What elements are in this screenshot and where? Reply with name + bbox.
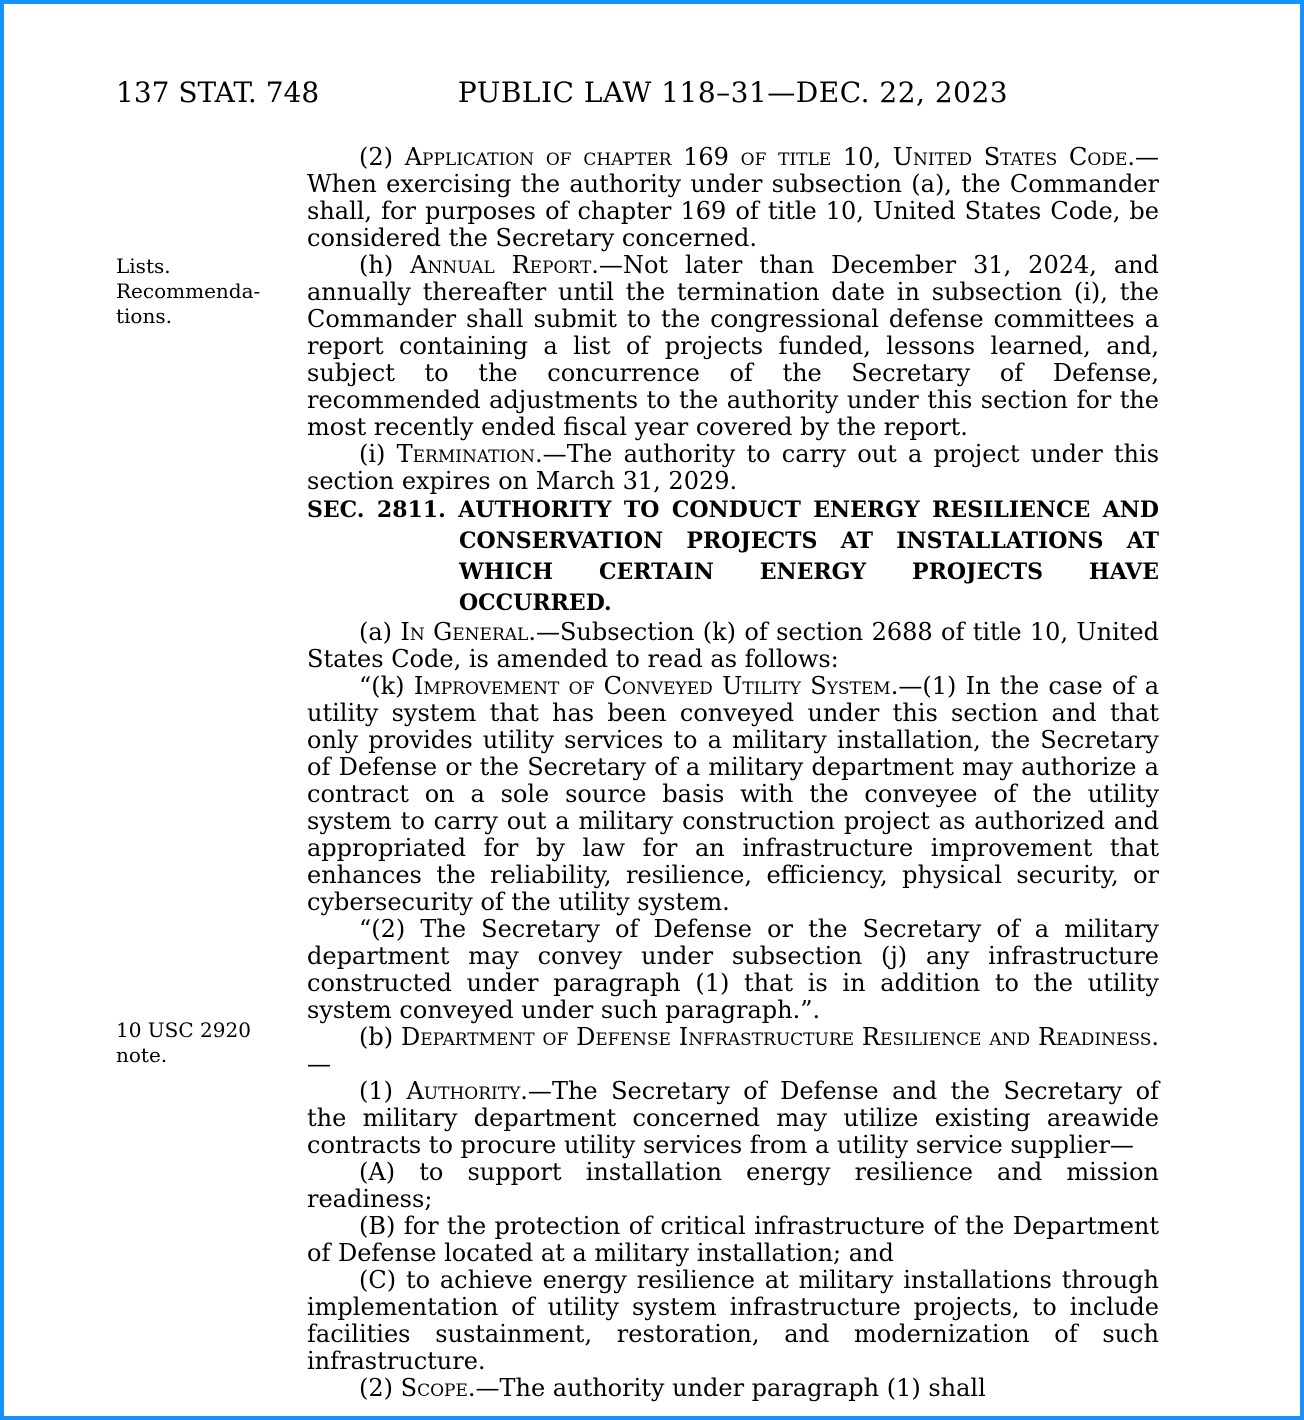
margin-note-usc-citation xyxy=(116,1018,306,1068)
margin-note-line: note. xyxy=(116,1043,168,1067)
paragraph-number: (1) xyxy=(359,1077,407,1105)
margin-note-line: Recommenda- xyxy=(116,279,261,303)
paragraph-text: Not later than December 31, 2024, and annually thereafter until the termination date in subsection (i), the Commander shall submit to the congressional defense committees a report containing a list of projects funded, lessons learned, and, subject to the concurrence of the Secretary of Defense, recommended adjustments to the authority under this section for the most recently ended fiscal year covered by the report. xyxy=(307,251,1159,441)
paragraph-number: “(2) xyxy=(359,915,421,943)
paragraph-i-termination xyxy=(307,441,1159,495)
paragraph-catchline: Improvement of Conveyed Utility System.— xyxy=(413,672,923,700)
paragraph-text: The Secretary of Defense and the Secretary of the military department concerned may utilize existing areawide contracts to procure utility services from a utility service supplier— xyxy=(307,1077,1159,1159)
paragraph-catchline: Termination.— xyxy=(396,440,567,468)
stat-page-number: 137 STAT. 748 xyxy=(116,76,320,109)
paragraph-catchline: Annual Report.— xyxy=(410,251,623,279)
paragraph-b1-authority xyxy=(307,1078,1159,1159)
paragraph-number: (2) xyxy=(359,143,405,171)
paragraph-number: (2) xyxy=(359,1374,401,1402)
paragraph-text: When exercising the authority under subsection (a), the Commander shall, for purposes of chapter 169 of title 10, United States Code, be considered the Secretary concerned. xyxy=(307,170,1159,252)
paragraph-text: for the protection of critical infrastructure of the Department of Defense located at a military installation; and xyxy=(307,1212,1160,1267)
paragraph-catchline: Scope.— xyxy=(400,1374,500,1402)
paragraph-text: The authority to carry out a project under this section expires on March 31, 2029. xyxy=(307,440,1160,495)
paragraph-number: (A) xyxy=(359,1158,420,1186)
paragraph-text: The Secretary of Defense or the Secretary of a military department may convey under subsection (j) any infrastructure constructed under paragraph (1) that is in addition to the utility system conveyed under such paragraph.”. xyxy=(307,915,1159,1024)
margin-note-line: 10 USC 2920 xyxy=(116,1018,251,1042)
paragraph-number: (C) xyxy=(359,1266,406,1294)
section-heading-sec-2811: SEC. 2811. AUTHORITY TO CONDUCT ENERGY RESILIENCE AND CONSERVATION PROJECTS AT INSTALLATIONS AT WHICH CERTAIN ENERGY PROJECTS HAVE OCCURRED. xyxy=(307,497,1159,616)
paragraph-number: “(k) xyxy=(359,672,414,700)
subparagraph-A xyxy=(307,1159,1159,1213)
paragraph-a-in-general xyxy=(307,619,1159,673)
paragraph-k-improvement xyxy=(307,673,1159,916)
subparagraph-C xyxy=(307,1267,1159,1375)
paragraph-catchline: Authority.— xyxy=(406,1077,552,1105)
subparagraph-B xyxy=(307,1213,1159,1267)
margin-note-line: Lists. xyxy=(116,254,171,278)
paragraph-number: (h) xyxy=(359,251,411,279)
paragraph-text: (1) In the case of a utility system that has been conveyed under this section and that only provides utility services to a military installation, the Secretary of Defense or the Secretary of a military department may authorize a contract on a sole source basis with the conveyee of the utility system to carry out a military construction project as authorized and appropriated for by law for an infrastructure improvement that enhances the reliability, resilience, efficiency, physical security, or cybersecurity of the utility system. xyxy=(307,672,1160,916)
paragraph-catchline: Application of chapter 169 of title 10, United States Code.— xyxy=(404,143,1160,171)
public-law-header: PUBLIC LAW 118–31—DEC. 22, 2023 xyxy=(457,76,1009,109)
paragraph-number: (b) xyxy=(359,1023,401,1051)
paragraph-h-annual-report xyxy=(307,252,1159,441)
paragraph-number: (B) xyxy=(359,1212,404,1240)
paragraph-text: to achieve energy resilience at military installations through implementation of utility system infrastructure projects, to include facilities sustainment, restoration, and modernization of such infrastructure. xyxy=(307,1266,1159,1375)
paragraph-catchline: Department of Defense Infrastructure Resilience and Readiness.— xyxy=(307,1023,1159,1078)
paragraph-text: The authority under paragraph (1) shall xyxy=(499,1374,986,1402)
margin-note-lists-recommendations xyxy=(116,254,306,329)
paragraph-b-dod-infrastructure xyxy=(307,1024,1159,1078)
paragraph-b2-clipped-line xyxy=(307,1375,1159,1402)
paragraph-text: to support installation energy resilience and mission readiness; xyxy=(307,1158,1159,1213)
paragraph-2-application xyxy=(307,144,1159,252)
margin-note-line: tions. xyxy=(116,304,172,328)
paragraph-text: Subsection (k) of section 2688 of title 10, United States Code, is amended to read as follows: xyxy=(307,618,1159,673)
paragraph-number: (i) xyxy=(359,440,397,468)
statute-text-column xyxy=(307,144,1159,1402)
paragraph-k2-convey xyxy=(307,916,1159,1024)
paragraph-catchline: In General.— xyxy=(400,618,560,646)
paragraph-number: (a) xyxy=(359,618,401,646)
